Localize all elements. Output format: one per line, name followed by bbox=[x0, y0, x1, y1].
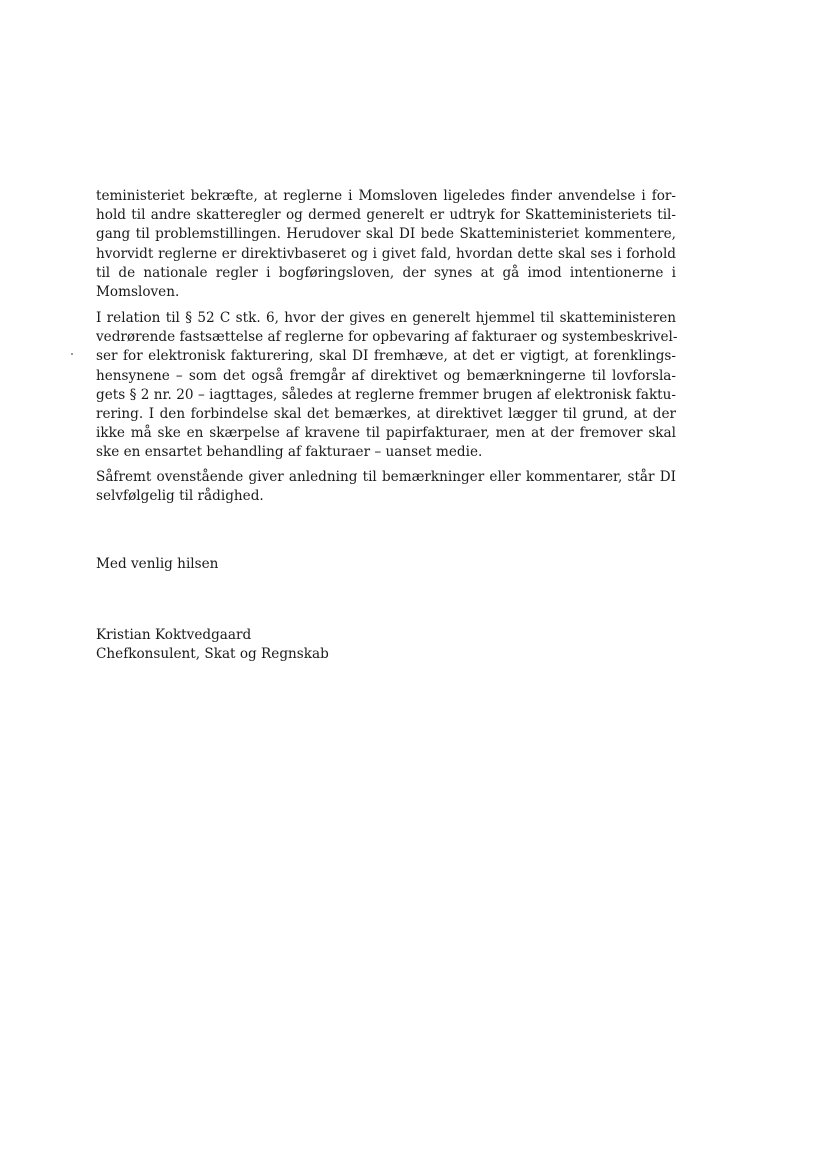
text-line: hvorvidt reglerne er direktivbaseret og i givet fald, hvordan dette skal ses i forhold bbox=[96, 245, 676, 262]
signature-title-text: Chefkonsulent, Skat og Regnskab bbox=[96, 646, 329, 662]
text-line: ikke må ske en skærpelse af kravene til papirfakturaer, men at der fremover skal bbox=[96, 425, 676, 442]
paragraph-2 bbox=[96, 309, 676, 463]
closing-salutation bbox=[96, 555, 676, 574]
text-line: rering. I den forbindelse skal det bemærkes, at direktivet lægger til grund, at der bbox=[96, 406, 676, 423]
text-line: gets § 2 nr. 20 – iagttages, således at reglerne fremmer brugen af elektronisk faktu- bbox=[96, 386, 676, 403]
text-line: ske en ensartet behandling af fakturaer – uanset medie. bbox=[96, 444, 483, 461]
text-line: Momsloven. bbox=[96, 284, 180, 301]
text-line: hensynene – som det også fremgår af direktivet og bemærkningerne til lovforsla- bbox=[96, 367, 676, 384]
text-line: Såfremt ovenstående giver anledning til bemærkninger eller kommentarer, står DI bbox=[96, 469, 676, 485]
text-line: teministeriet bekræfte, at reglerne i Momsloven ligeledes finder anvendelse i for- bbox=[96, 188, 676, 204]
signature-name bbox=[96, 626, 676, 645]
paragraph-1 bbox=[96, 187, 676, 302]
signature-title bbox=[96, 645, 676, 664]
text-line: hold til andre skatteregler og dermed generelt er udtryk for Skatteministeriets til- bbox=[96, 207, 676, 224]
paragraph-3 bbox=[96, 468, 676, 506]
text-line: gang til problemstillingen. Herudover skal DI bede Skatteministeriet kommentere, bbox=[96, 226, 676, 243]
signature-name-text: Kristian Koktvedgaard bbox=[96, 627, 252, 643]
text-line: I relation til § 52 C stk. 6, hvor der gives en generelt hjemmel til skatteministeren bbox=[96, 310, 676, 326]
text-line: selvfølgelig til rådighed. bbox=[96, 488, 264, 505]
closing-text: Med venlig hilsen bbox=[96, 556, 219, 572]
text-line: til de nationale regler i bogføringsloven, der synes at gå imod intentionerne i bbox=[96, 264, 676, 281]
text-line: ser for elektronisk fakturering, skal DI fremhæve, at det er vigtigt, at forenklings- bbox=[96, 348, 676, 365]
text-line: vedrørende fastsættelse af reglerne for opbevaring af fakturaer og systembeskrivel- bbox=[96, 329, 678, 346]
scan-speck bbox=[71, 353, 73, 355]
